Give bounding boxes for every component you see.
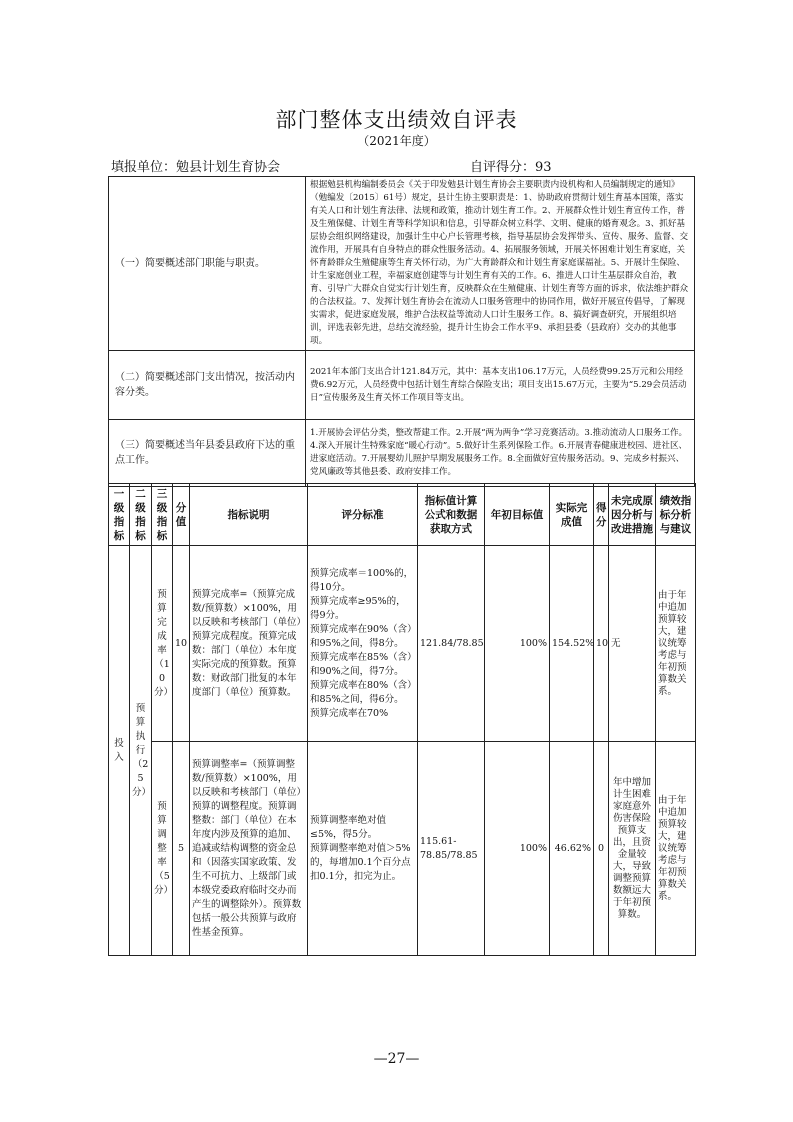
actual-value: 46.62% [550, 742, 594, 956]
column-header: 一级指标 [109, 484, 130, 546]
summary-question: （一）简要概述部门职能与职责。 [109, 177, 306, 351]
score-value: 10 [173, 546, 190, 742]
level3-indicator: 预算调整率（5分） [152, 742, 173, 956]
column-header: 评分标准 [308, 484, 418, 546]
summary-row [109, 420, 695, 487]
standard-line: 预算完成率在80%（含）和85%之间，得6分。 [310, 679, 412, 705]
summary-row [109, 177, 695, 351]
summary-answer: 根据勉县机构编制委员会《关于印发勉县计划生育协会主要职责内设机构和人员编制规定的通知》（勉编发〔2015〕61号）规定，县计生协主要职责是：1、协助政府贯彻计划生育基本国策，落实有关人口和计划生育法律、法规和政策，推动计划生育工作。2、开展群众性计划生育宣传工作，普及生殖保健、计划生育等科学知识和信息，引导群众树立科学、文明、健康的婚育观念。3、抓好基层协会组织网络建设，加强计生中心户长管理考核，指导基层协会发挥带头、宣传、服务、监督、交流作用，开展具有自身特点的群众性服务活动。4、拓展服务领域，开展关怀困难计划生育家庭，关怀育龄群众生殖健康等生育关怀行动，为广大育龄群众和计划生育家庭谋福祉。5、开展计生保险、计生家庭创业工程，幸福家庭创建等与计划生育有关的工作。6、推进人口计生基层群众自治，教育、引导广大群众自觉实行计划生育，反映群众在生殖健康、计划生育等方面的诉求，依法维护群众的合法权益。7、发挥计划生育协会在流动人口服务管理中的协同作用，做好开展宣传倡导，了解现实需求，促进家庭发展，维护合法权益等流动人口计生服务工作。8、搞好调查研究，开展组织培训，评选表彰先进，总结交流经验，提升计生协会工作水平9、承担县委（县政府）交办的其他事项。 [306, 177, 695, 351]
indicator-table [108, 483, 696, 956]
column-header: 未完成原因分析与改进措施 [609, 484, 656, 546]
column-header: 年初目标值 [485, 484, 550, 546]
standard-line: 预算完成率在70% [310, 707, 389, 719]
indicator-description: 预算完成率=（预算完成数/预算数）×100%，用以反映和考核部门（单位）预算完成程度。预算完成数：部门（单位）本年度实际完成的预算数。预算数：财政部门批复的本年度部门（单位）预算数。 [190, 546, 308, 742]
level2-indicator: 预算执行（25分） [130, 546, 152, 956]
indicator-description: 预算调整率=（预算调整数/预算数）×100%，用以反映和考核部门（单位）预算的调整程度。预算调整数：部门（单位）在本年度内涉及预算的追加、追减或结构调整的资金总和（因落实国家政策、发生不可抗力、上级部门或本级党委政府临时交办而产生的调整除外）。预算数包括一般公共预算与政府性基金预算。 [190, 742, 308, 956]
reason: 年中增加计生困难家庭意外伤害保险预算支出，且资金量较大，导致调整预算数额远大于年初预算数。 [609, 742, 656, 956]
advice: 由于年中追加预算较大，建议统筹考虑与年初预算数关系。 [656, 546, 696, 742]
column-header: 二级指标 [130, 484, 152, 546]
actual-value: 154.52% [550, 546, 594, 742]
standard-line: 预算完成率在85%（含）和90%之间，得7分。 [310, 651, 412, 677]
column-header: 分值 [173, 484, 190, 546]
summary-question: （三）简要概述当年县委县政府下达的重点工作。 [109, 420, 306, 487]
summary-table [108, 176, 695, 487]
level1-indicator: 投入 [109, 546, 130, 956]
column-header: 指标说明 [190, 484, 308, 546]
table-row [109, 546, 696, 742]
table-header-row [109, 484, 696, 546]
column-header: 三级指标 [152, 484, 173, 546]
summary-question: （二）简要概述部门支出情况，按活动内容分类。 [109, 351, 306, 420]
table-row [109, 742, 696, 956]
standard-line: 预算完成率在90%（含）和95%之间，得8分。 [310, 623, 412, 649]
column-header: 实际完成值 [550, 484, 594, 546]
column-header: 绩效指标分析与建议 [656, 484, 696, 546]
standard-line: 预算完成率≥95%的，得9分。 [310, 595, 406, 621]
scoring-standard [308, 742, 418, 956]
reporting-unit: 填报单位：勉县计划生育协会 [111, 160, 281, 175]
page-number: —27— [373, 1051, 420, 1067]
self-evaluation-score: 自评得分：93 [470, 160, 552, 175]
score-value: 5 [173, 742, 190, 956]
target-value: 100% [485, 742, 550, 956]
score: 0 [594, 742, 609, 956]
summary-answer: 1.开展协会评估分类，整改帮建工作。2.开展“两为两争”学习竞赛活动。3.推动流动人口服务工作。4.深入开展计生特殊家庭“暖心行动”。5.做好计生系列保险工作。6.开展青春健康进校园、进社区、进家庭活动。7.开展婴幼儿照护早期发展服务工作。8.全面做好宣传服务活动。9、完成乡村振兴、党风廉政等其他县委、政府安排工作。 [306, 420, 695, 487]
summary-answer: 2021年本部门支出合计121.84万元，其中：基本支出106.17万元，人员经费99.25万元和公用经费6.92万元，人员经费中包括计划生育综合保险支出；项目支出15.67万元，主要为“5.29会员活动日”宣传服务及生育关怀工作项目等支出。 [306, 351, 695, 420]
formula: 121.84/78.85 [418, 546, 485, 742]
standard-line: 预算调整率绝对值＞5%的，每增加0.1个百分点扣0.1分，扣完为止。 [310, 842, 411, 882]
column-header: 得分 [594, 484, 609, 546]
standard-line: 预算调整率绝对值≤5%，得5分。 [310, 814, 387, 840]
reason: 无 [609, 546, 656, 742]
page-title: 部门整体支出绩效自评表 [275, 108, 518, 132]
formula: 115.61-78.85/78.85 [418, 742, 485, 956]
column-header: 指标值计算公式和数据获取方式 [418, 484, 485, 546]
advice: 由于年中追加预算较大，建议统筹考虑与年初预算数关系。 [656, 742, 696, 956]
score: 10 [594, 546, 609, 742]
summary-row [109, 351, 695, 420]
standard-line: 预算完成率＝100%的，得10分。 [310, 567, 414, 593]
level3-indicator: 预算完成率（10分） [152, 546, 173, 742]
report-year: （2021年度） [357, 134, 436, 148]
target-value: 100% [485, 546, 550, 742]
scoring-standard [308, 546, 418, 742]
